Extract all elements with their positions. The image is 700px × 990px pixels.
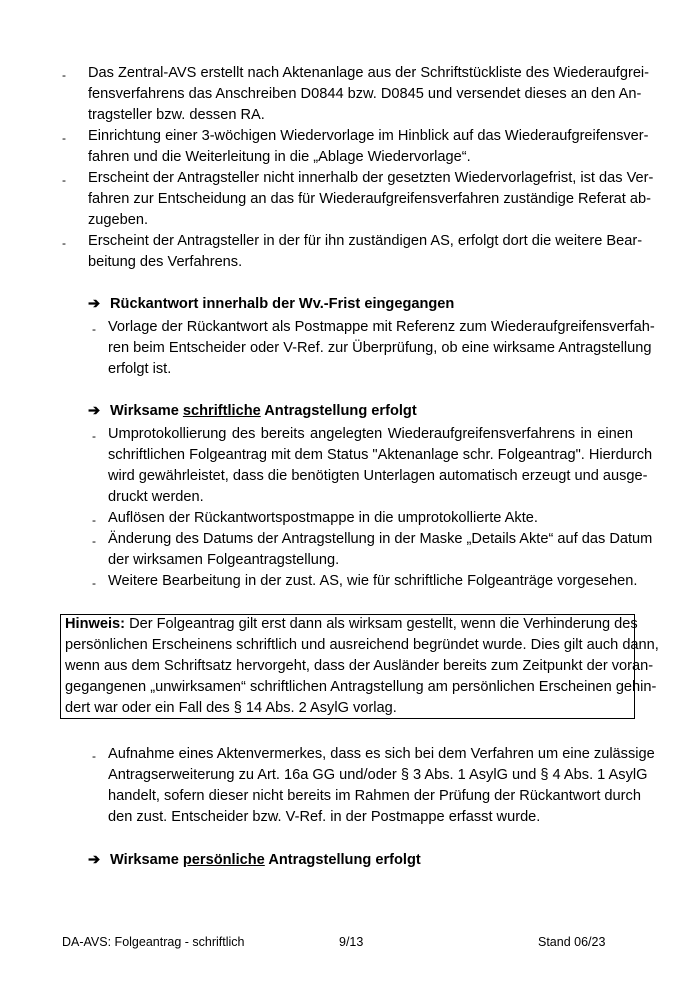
paragraph-line: Das Zentral-AVS erstellt nach Aktenanlage aus der Schriftstückliste des Wiederaufgrei- [88, 65, 650, 81]
paragraph-line: Auflösen der Rückantwortspostmappe in die umprotokollierte Akte. [108, 510, 538, 526]
paragraph-line: der wirksamen Folgeantragstellung. [108, 552, 340, 568]
hinweis-line: gegangenen „unwirksamen“ schriftlichen Antragstellung am persönlichen Erscheinen gehin- [65, 679, 657, 695]
section-heading-persoenlich [88, 850, 421, 871]
heading-text: Wirksame [110, 403, 183, 419]
bullet-dash: - [92, 534, 96, 548]
bullet-dash: - [62, 236, 66, 250]
section-heading-schriftlich [88, 401, 417, 422]
paragraph-line: Einrichtung einer 3-wöchigen Wiedervorlage im Hinblick auf das Wiederaufgreifensver- [88, 128, 649, 144]
arrow-right-icon: ➔ [88, 852, 101, 868]
heading-text: Antragstellung erfolgt [260, 403, 417, 419]
paragraph-line: Änderung des Datums der Antragstellung in der Maske „Details Akte“ auf das Datum [108, 531, 653, 547]
bullet-dash: - [62, 68, 66, 82]
footer-doc-title: DA-AVS: Folgeantrag - schriftlich [62, 935, 245, 949]
arrow-right-icon: ➔ [88, 403, 101, 419]
paragraph-line: beitung des Verfahrens. [88, 254, 243, 270]
heading-text: Wirksame [110, 852, 183, 868]
paragraph-line: fahren und die Weiterleitung in die „Ablage Wiedervorlage“. [88, 149, 471, 165]
paragraph-line: Erscheint der Antragsteller in der für ihn zuständigen AS, erfolgt dort die weitere Bear- [88, 233, 643, 249]
paragraph-line: tragsteller bzw. dessen RA. [88, 107, 265, 123]
paragraph-line: druckt werden. [108, 489, 204, 505]
hinweis-line: persönlichen Erscheinens schriftlich und ausreichend begründet wurde. Dies gilt auch dann, [65, 637, 659, 653]
hinweis-line: dert war oder ein Fall des § 14 Abs. 2 AsylG vorlag. [65, 700, 397, 716]
paragraph-line: erfolgt ist. [108, 361, 172, 377]
paragraph-line: Antragserweiterung zu Art. 16a GG und/oder § 3 Abs. 1 AsylG und § 4 Abs. 1 AsylG [108, 767, 648, 783]
bullet-dash: - [92, 749, 96, 763]
arrow-right-icon: ➔ [88, 296, 101, 312]
bullet-dash: - [62, 131, 66, 145]
bullet-dash: - [92, 322, 96, 336]
hinweis-text: Der Folgeantrag gilt erst dann als wirksam gestellt, wenn die Verhinderung des [125, 616, 638, 632]
paragraph-line: schriftlichen Folgeantrag mit dem Status "Aktenanlage schr. Folgeantrag". Hierdurch [108, 447, 653, 463]
bullet-dash: - [92, 429, 96, 443]
paragraph-line: Weitere Bearbeitung in der zust. AS, wie für schriftliche Folgeanträge vorgesehen. [108, 573, 638, 589]
paragraph-line: Aufnahme eines Aktenvermerkes, dass es sich bei dem Verfahren um eine zulässige [108, 746, 655, 762]
paragraph-line: Erscheint der Antragsteller nicht innerhalb der gesetzten Wiedervorlagefrist, ist das Ver- [88, 170, 654, 186]
heading-text: Rückantwort innerhalb der Wv.-Frist eingegangen [110, 296, 455, 312]
paragraph-line: Vorlage der Rückantwort als Postmappe mit Referenz zum Wiederaufgreifensverfah- [108, 319, 655, 335]
footer-version: Stand 06/23 [538, 935, 606, 949]
footer-page-number: 9/13 [339, 935, 364, 949]
hinweis-line [65, 614, 638, 635]
bullet-dash: - [92, 576, 96, 590]
hinweis-label: Hinweis: [65, 616, 126, 632]
paragraph-line: wird gewährleistet, dass die benötigten Unterlagen automatisch erzeugt und ausge- [108, 468, 648, 484]
bullet-dash: - [62, 173, 66, 187]
heading-underlined: persönliche [182, 852, 265, 868]
heading-text: Antragstellung erfolgt [264, 852, 421, 868]
paragraph-line: den zust. Entscheider bzw. V-Ref. in der Postmappe erfasst wurde. [108, 809, 541, 825]
bullet-dash: - [92, 513, 96, 527]
heading-underlined: schriftliche [182, 403, 261, 419]
section-heading-rueckantwort [88, 294, 454, 315]
paragraph-line: zugeben. [88, 212, 149, 228]
paragraph-line: handelt, sofern dieser nicht bereits im Rahmen der Prüfung der Rückantwort durch [108, 788, 641, 804]
paragraph-line: Umprotokollierung des bereits angelegten Wiederaufgreifensverfahrens in einen [108, 426, 633, 442]
paragraph-line: fensverfahrens das Anschreiben D0844 bzw. D0845 und versendet dieses an den An- [88, 86, 642, 102]
hinweis-line: wenn aus dem Schriftsatz hervorgeht, dass der Ausländer bereits zum Zeitpunkt der voran- [65, 658, 654, 674]
paragraph-line: fahren zur Entscheidung an das für Wiederaufgreifensverfahren zuständige Referat ab- [88, 191, 651, 207]
paragraph-line: ren beim Entscheider oder V-Ref. zur Überprüfung, ob eine wirksame Antragstellung [108, 340, 652, 356]
